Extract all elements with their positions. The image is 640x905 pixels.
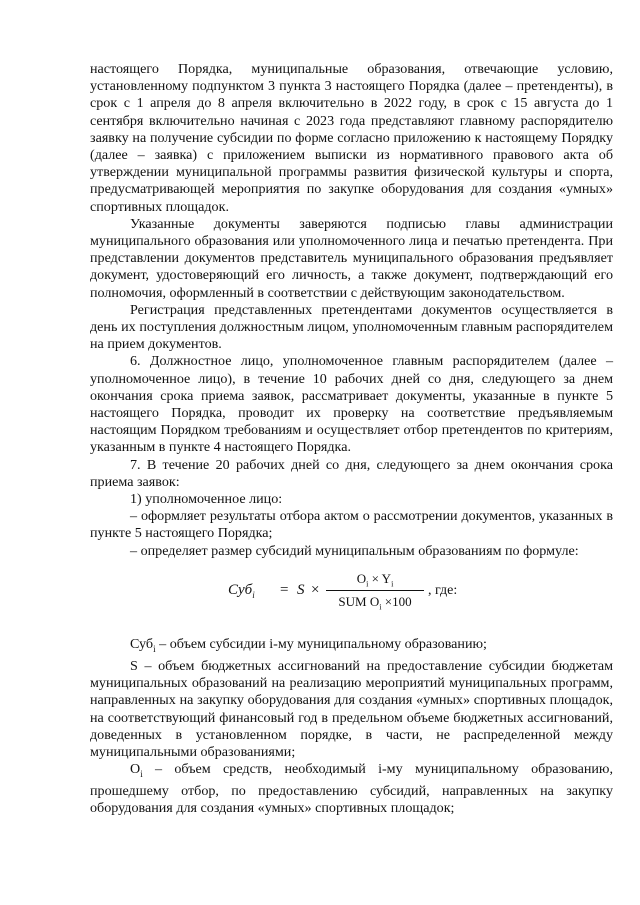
fraction-bar xyxy=(326,590,424,591)
numerator-y-sub: i xyxy=(391,579,394,589)
formula-fraction xyxy=(326,570,424,611)
paragraph-subitem-1: 1) уполномоченное лицо: xyxy=(130,491,283,508)
definition-sub-index: i xyxy=(153,643,156,654)
paragraph-registration: Регистрация представленных претендентами документов осуществляется в день их поступления должностным лицом, уполномоченным главным распорядителем на прием документов. xyxy=(90,301,613,353)
formula-times: × xyxy=(311,581,320,598)
denominator-sub: i xyxy=(379,602,382,612)
paragraph-dash-2: – определяет размер субсидий муниципальным образованиям по формуле: xyxy=(130,542,579,559)
definition-o-text: – объем средств, необходимый i-му муниципальному образованию, прошедшему отбор, по предоставлению субсидий, направленных на закупку оборудования для создания «умных» спортивных площадок; xyxy=(90,761,613,817)
formula-lhs-text: Суб xyxy=(228,581,253,598)
numerator-o-sub: i xyxy=(366,579,369,589)
formula-numerator xyxy=(326,570,424,588)
formula-lhs xyxy=(228,582,255,604)
paragraph-continuation: настоящего Порядка, муниципальные образования, отвечающие условию, установленному подпунктом 3 пункта 3 настоящего Порядка (далее – претенденты), в срок с 1 апреля до 8 апреля включительно в 2022 году, в срок с 15 августа до 1 сентября включительно начиная с 2023 года представляют главному распорядителю заявку на получение субсидии по форме согласно приложению к настоящему Порядку (далее – заявка) с приложением выписки из нормативного правового акта об утверждении муниципальной программы развития физической культуры и спорта, предусматривающей мероприятия по закупке оборудования для создания «умных» спортивных площадок. xyxy=(90,61,613,215)
denominator-sum: SUM O xyxy=(338,593,380,609)
formula-s: S xyxy=(297,581,305,598)
definition-o-symbol: O xyxy=(130,761,141,778)
subsidy-formula xyxy=(90,570,613,622)
definition-sub-text: – объем субсидии i-му муниципальному образованию; xyxy=(155,635,487,652)
formula-lhs-sub: i xyxy=(252,589,255,600)
paragraph-documents-certification: Указанные документы заверяются подписью главы администрации муниципального образования или уполномоченного лица и печатью претендента. При представлении документов представитель муниципального образования предъявляет документ, удостоверяющий его личность, а также документ, подтверждающий его полномочия, оформленный в соответствии с действующим законодательством. xyxy=(90,215,613,301)
numerator-o: O xyxy=(356,570,367,586)
document-body xyxy=(90,61,613,818)
definition-s: S – объем бюджетных ассигнований на предоставление субсидии бюджетам муниципальных образований на реализацию мероприятий муниципальных программ, направленных на закупку оборудования для создания «умных» спортивных площадок, на соответствующий финансовый год в предельном объеме бюджетных ассигнований, доведенных в установленном порядке, в части, не распределенной между муниципальными образованиями; xyxy=(90,657,613,760)
formula-denominator xyxy=(326,593,424,611)
definition-sub-i xyxy=(90,636,613,658)
numerator-y: Y xyxy=(381,570,392,586)
denominator-times-100: ×100 xyxy=(381,593,412,609)
formula-equals: = xyxy=(280,581,289,598)
definition-o-i xyxy=(90,761,613,817)
formula-tail: , где: xyxy=(428,582,458,598)
definition-o-index: i xyxy=(140,768,143,779)
paragraph-item-6: 6. Должностное лицо, уполномоченное главным распорядителем (далее – уполномоченное лицо), в течение 10 рабочих дней со дня, следующего за днем окончания срока приема заявок, рассматривает документы, указанные в пункте 5 настоящего Порядка, проводит их проверку на соответствие предъявляемым настоящим Порядком требованиям и осуществляет отбор претендентов по критериям, указанным в пункте 4 настоящего Порядка. xyxy=(90,353,613,456)
paragraph-dash-1: – оформляет результаты отбора актом о рассмотрении документов, указанных в пункте 5 настоящего Порядка; xyxy=(90,508,613,542)
numerator-times: × xyxy=(368,570,382,586)
definition-sub-symbol: Суб xyxy=(130,635,154,652)
paragraph-item-7: 7. В течение 20 рабочих дней со дня, следующего за днем окончания срока приема заявок: xyxy=(90,456,613,490)
